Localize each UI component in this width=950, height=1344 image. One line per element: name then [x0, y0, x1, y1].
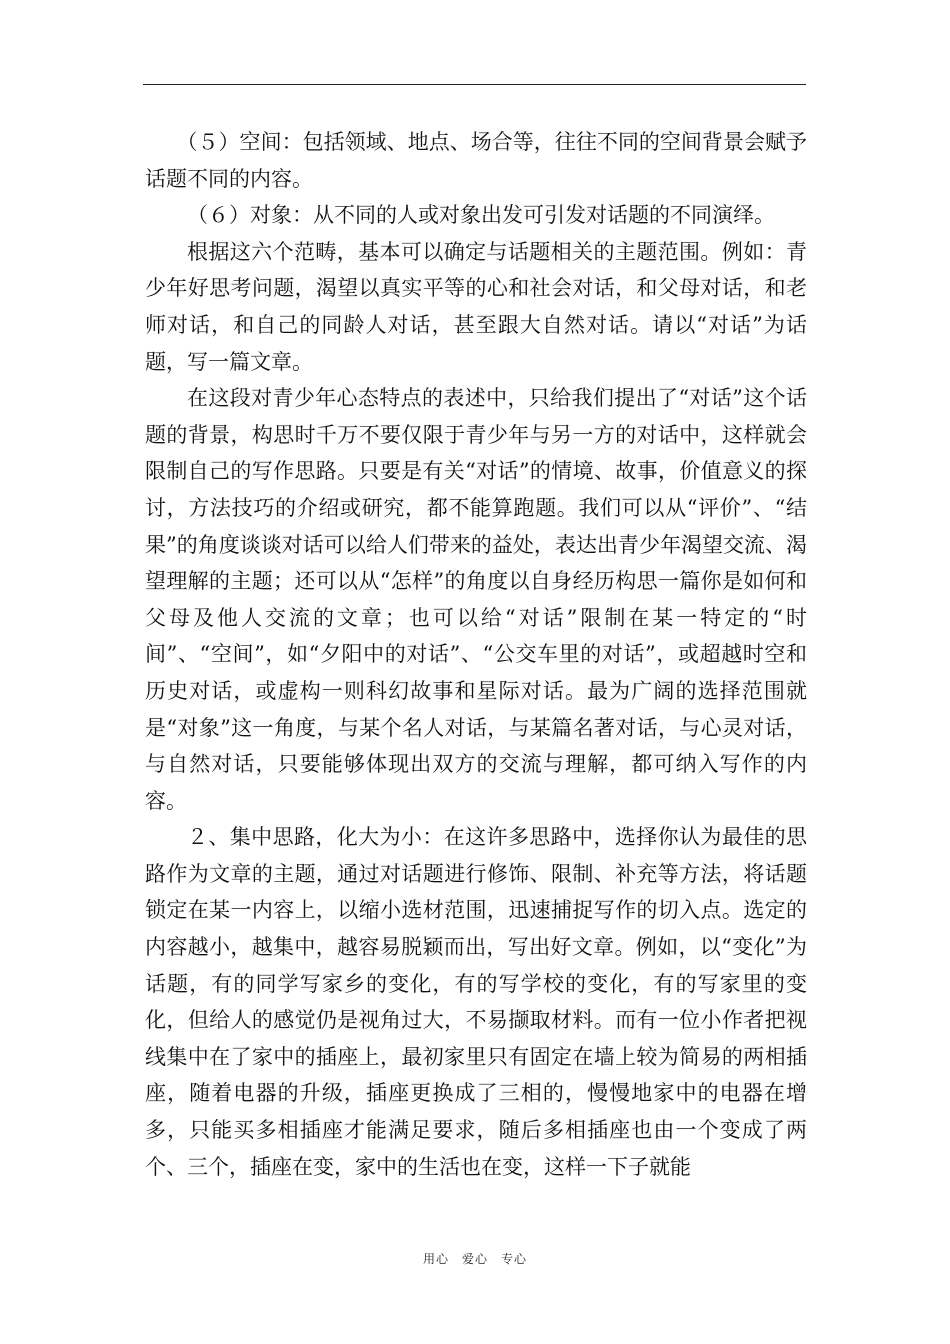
paragraph-focus-thinking: ２、集中思路，化大为小：在这许多思路中，选择你认为最佳的思路作为文章的主题，通过对话题进行修饰、限制、补充等方法，将话题锁定在某一内容上，以缩小选材范围，迅速捕捉写作的切入点。选定的内容越小，越集中，越容易脱颖而出，写出好文章。例如，以“变化”为话题，有的同学写家乡的变化，有的写学校的变化，有的写家里的变化，但给人的感觉仍是视角过大，不易撷取材料。而有一位小作者把视线集中在了家中的插座上，最初家里只有固定在墙上较为简易的两相插座，随着电器的升级，插座更换成了三相的，慢慢地家中的电器在增多，只能买多相插座才能满足要求，随后多相插座也由一个变成了两个、三个，插座在变，家中的生活也在变，这样一下子就能 — [145, 825, 807, 1179]
paragraph-space: （５）空间：包括领域、地点、场合等，往往不同的空间背景会赋予话题不同的内容。 — [145, 130, 807, 191]
page-footer: 用心 爱心 专心 — [422, 1252, 527, 1266]
paragraph-dialogue-analysis: 在这段对青少年心态特点的表述中，只给我们提出了“对话”这个话题的背景，构思时千万不要仅限于青少年与另一方的对话中，这样就会限制自己的写作思路。只要是有关“对话”的情境、故事，价值意义的探讨，方法技巧的介绍或研究，都不能算跑题。我们可以从“评价”、“结果”的角度谈谈对话可以给人们带来的益处，表达出青少年渴望交流、渴望理解的主题；还可以从“怎样”的角度以自身经历构思一篇你是如何和父母及他人交流的文章；也可以给“对话”限制在某一特定的“时间”、“空间”，如“夕阳中的对话”、“公交车里的对话”，或超越时空和历史对话，或虚构一则科幻故事和星际对话。最为广阔的选择范围就是“对象”这一角度，与某个名人对话，与某篇名著对话，与心灵对话，与自然对话，只要能够体现出双方的交流与理解，都可纳入写作的内容。 — [145, 386, 807, 813]
paragraph-object: （６）对象：从不同的人或对象出发可引发对话题的不同演绎。 — [187, 203, 775, 228]
document-body — [145, 124, 807, 1185]
header-rule — [143, 84, 806, 85]
paragraph-theme-range: 根据这六个范畴，基本可以确定与话题相关的主题范围。例如：青少年好思考问题，渴望以真实平等的心和社会对话，和父母对话，和老师对话，和自己的同龄人对话，甚至跟大自然对话。请以“对话”为话题，写一篇文章。 — [145, 239, 807, 374]
